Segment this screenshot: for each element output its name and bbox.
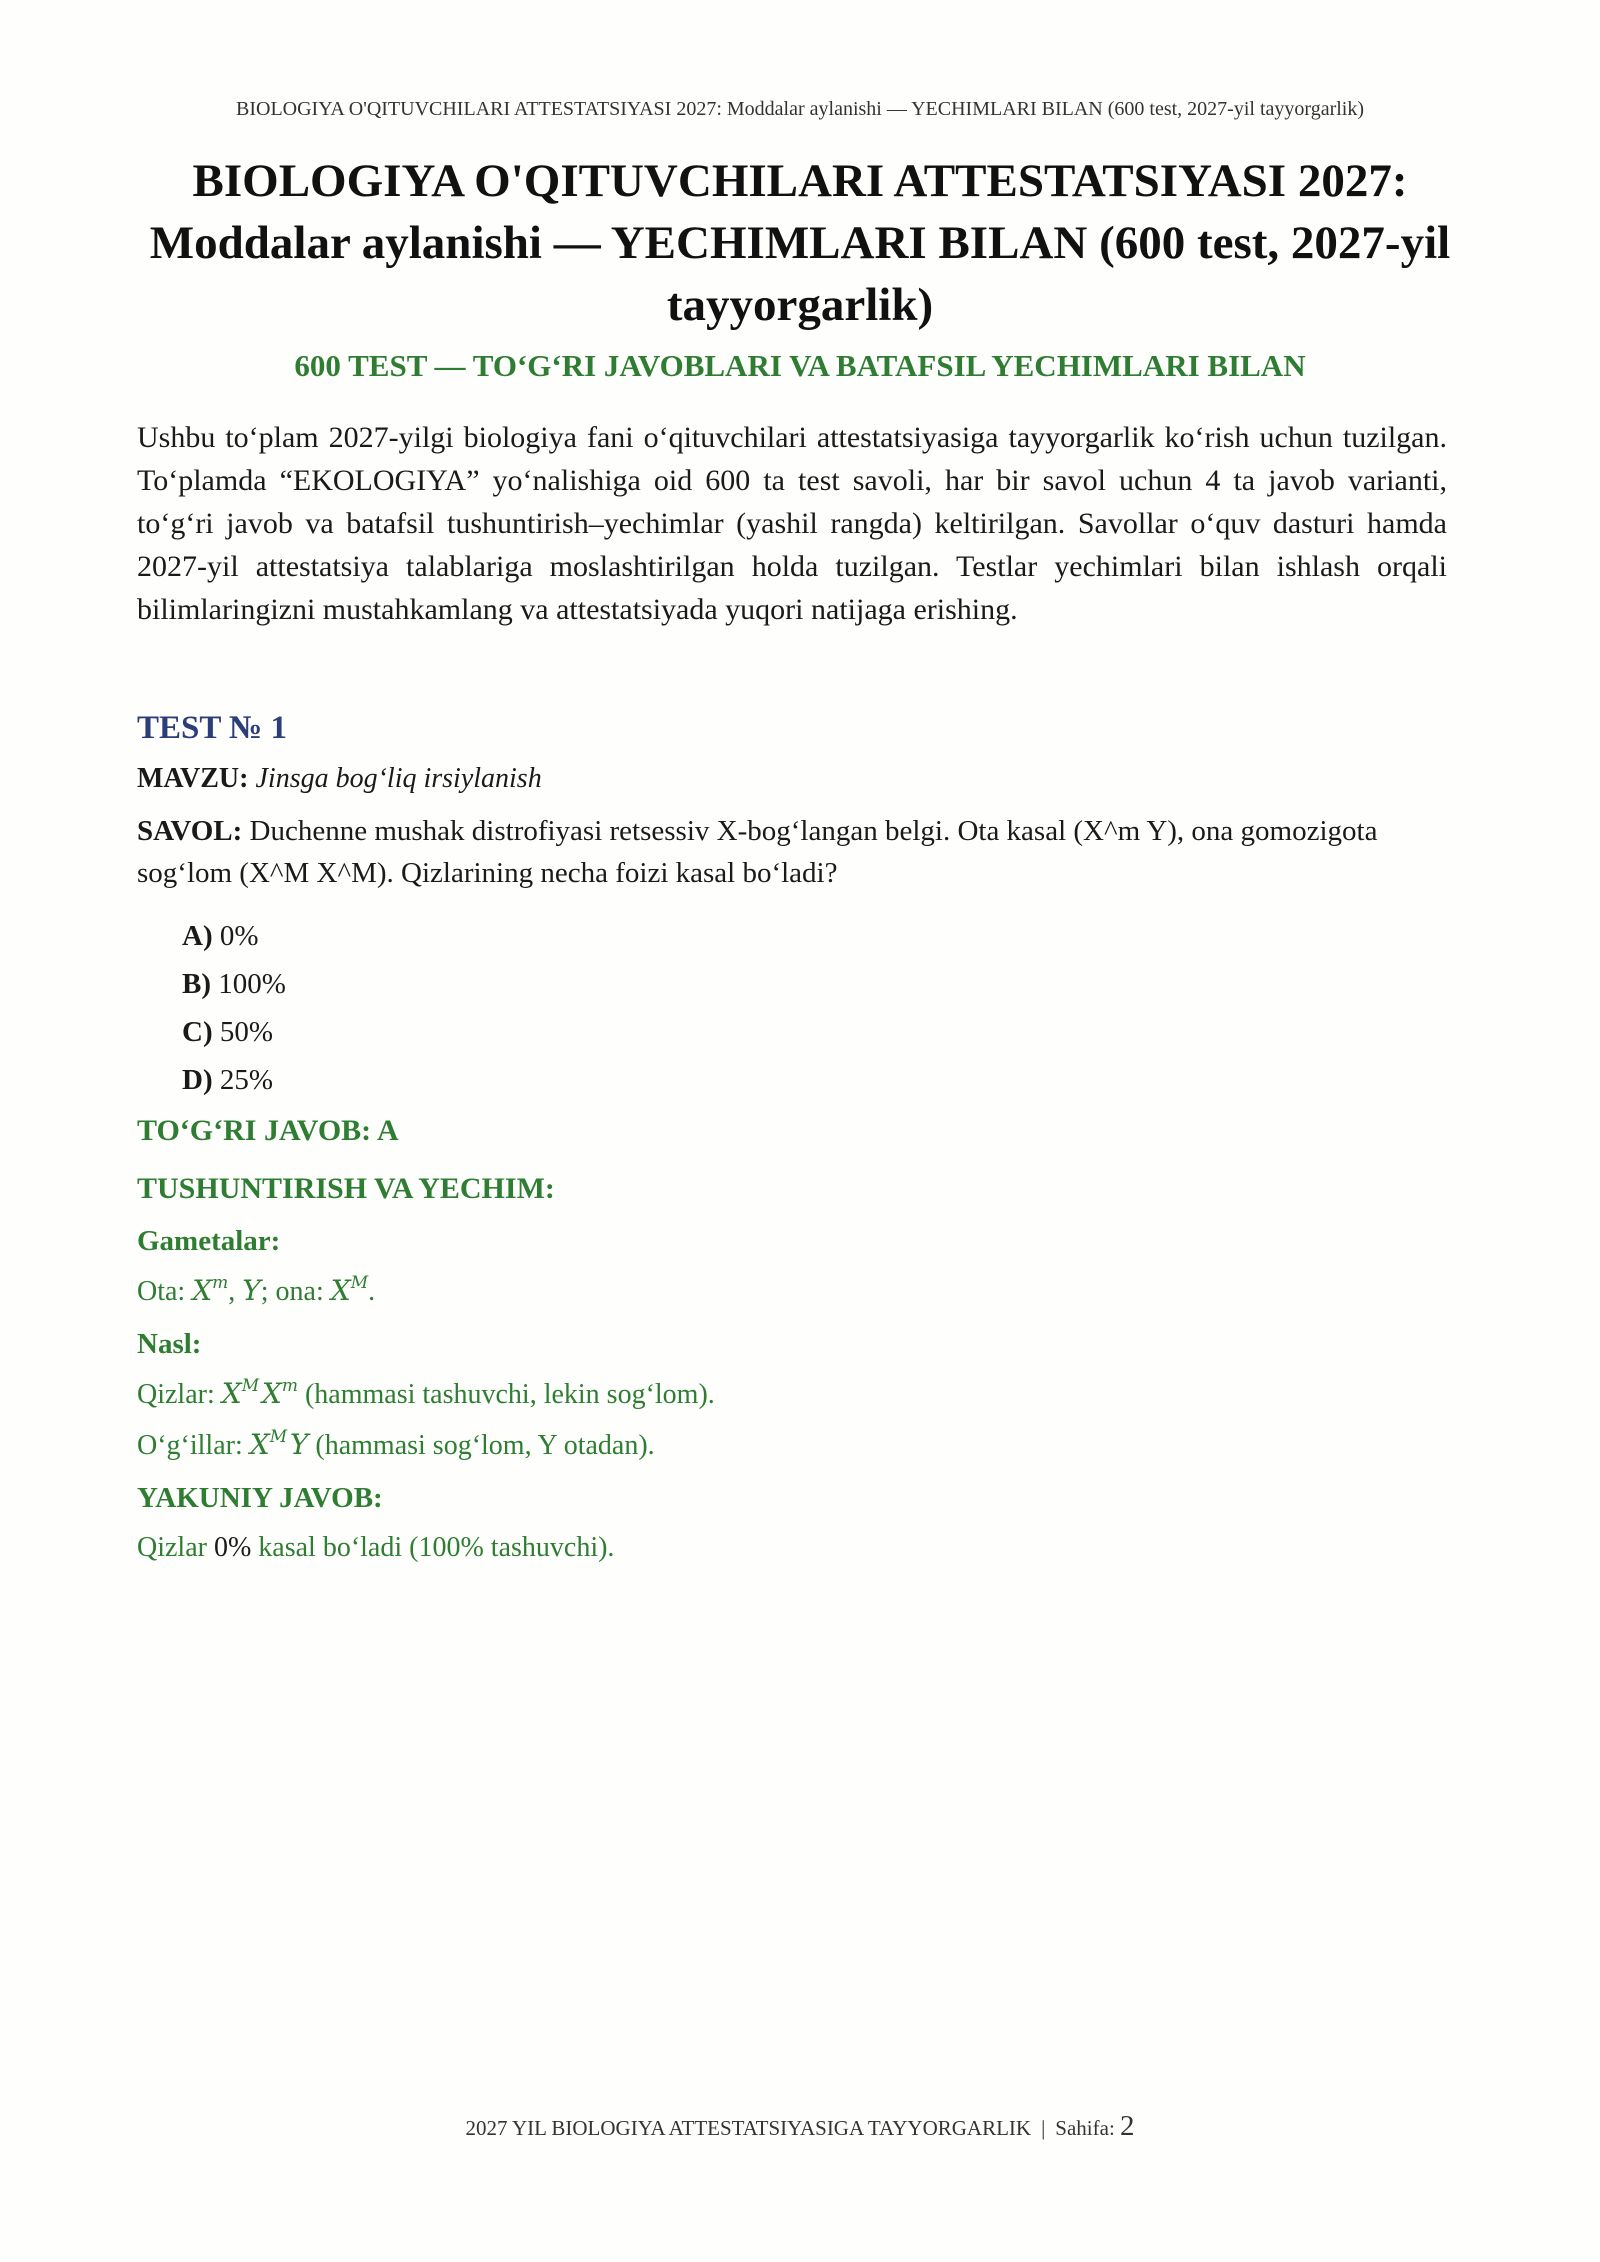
test-section bbox=[137, 706, 1447, 1569]
question-text: Duchenne mushak distrofiyasi retsessiv X-bog‘langan belgi. Ota kasal (X^m Y), ona gomozigota sog‘lom (X^M X^M). Qizlarining necha foizi kasal bo‘ladi? bbox=[137, 815, 1378, 889]
footer-separator: | bbox=[1041, 2116, 1046, 2140]
option-text: 0% bbox=[219, 920, 259, 952]
final-suffix: kasal bo‘ladi (100% tashuvchi). bbox=[258, 1532, 615, 1563]
gametes-prefix: Ota: bbox=[137, 1276, 186, 1307]
topic-text: Jinsga bog‘liq irsiylanish bbox=[255, 763, 542, 794]
option-letter: C) bbox=[182, 1016, 213, 1048]
sons-genotype: $X^M$ Y bbox=[249, 1427, 309, 1461]
running-header: BIOLOGIYA O'QITUVCHILARI ATTESTATSIYASI 2027: Moddalar aylanishi — YECHIMLARI BILAN (600 test, 2027-yil tayyorgarlik) bbox=[236, 98, 1364, 120]
answer-options bbox=[182, 912, 1447, 1104]
daughters-line bbox=[137, 1373, 1447, 1416]
page-footer bbox=[0, 2110, 1600, 2143]
correct-answer: TO‘G‘RI JAVOB: A bbox=[137, 1114, 399, 1147]
final-answer-heading: YAKUNIY JAVOB: bbox=[137, 1482, 383, 1514]
option-letter: A) bbox=[182, 920, 213, 952]
option-c bbox=[182, 1008, 1447, 1056]
intro-paragraph: Ushbu to‘plam 2027-yilgi biologiya fani o‘qituvchilari attestatsiyasiga tayyorgarlik ko‘rish uchun tuzilgan. To‘plamda “EKOLOGIYA” yo‘nalishiga oid 600 ta test savoli, har bir savol uchun 4 ta javob varianti, to‘g‘ri javob va batafsil tushuntirish–yechimlar (yashil rangda) keltirilgan. Savollar o‘quv dasturi hamda 2027-yil attestatsiya talablariga moslashtirilgan holda tuzilgan. Testlar yechimlari bilan ishlash orqali bilimlaringizni mustahkamlang va attestatsiyada yuqori natijaga erishing. bbox=[137, 421, 1447, 626]
final-value: 0% bbox=[213, 1532, 252, 1563]
page-number: 2 bbox=[1120, 2110, 1135, 2142]
daughters-prefix: Qizlar: bbox=[137, 1379, 215, 1410]
topic-label: MAVZU: bbox=[137, 763, 249, 794]
option-text: 100% bbox=[218, 968, 286, 1000]
daughters-genotype: $X^M$ $X^m$ bbox=[221, 1376, 298, 1410]
gametes-heading: Gametalar: bbox=[137, 1225, 281, 1257]
daughters-note: (hammasi tashuvchi, lekin sog‘lom). bbox=[304, 1379, 715, 1410]
option-a bbox=[182, 912, 1447, 960]
topic-line bbox=[137, 758, 1447, 800]
document-title: BIOLOGIYA O'QITUVCHILARI ATTESTATSIYASI 2027: Moddalar aylanishi — YECHIMLARI BILAN (600 test, 2027-yil tayyorgarlik) bbox=[149, 155, 1451, 331]
page-label: Sahifa: bbox=[1055, 2116, 1115, 2140]
allele-x-big-m: $X^M$ bbox=[330, 1273, 369, 1307]
final-prefix: Qizlar bbox=[137, 1532, 207, 1563]
sons-prefix: O‘g‘illar: bbox=[137, 1430, 243, 1461]
gametes-mid: ; ona: bbox=[260, 1276, 324, 1307]
option-d bbox=[182, 1056, 1447, 1104]
footer-text: 2027 YIL BIOLOGIYA ATTESTATSIYASIGA TAYYORGARLIK bbox=[465, 2116, 1032, 2140]
sons-line bbox=[137, 1424, 1447, 1467]
offspring-heading: Nasl: bbox=[137, 1328, 202, 1360]
question-line bbox=[137, 810, 1447, 894]
option-letter: D) bbox=[182, 1064, 213, 1096]
allele-y: Y bbox=[242, 1274, 261, 1307]
final-answer-line bbox=[137, 1527, 1447, 1569]
test-heading: TEST № 1 bbox=[137, 710, 287, 746]
option-b bbox=[182, 960, 1447, 1008]
gametes-line: Ota: $X^m$, Y; ona: $X^M$. bbox=[137, 1273, 376, 1307]
option-letter: B) bbox=[182, 968, 211, 1000]
solution-heading: TUSHUNTIRISH VA YECHIM: bbox=[137, 1172, 555, 1205]
option-text: 25% bbox=[219, 1064, 274, 1096]
document-subtitle: 600 TEST — TO‘G‘RI JAVOBLARI VA BATAFSIL YECHIMLARI BILAN bbox=[294, 348, 1306, 383]
sons-note: (hammasi sog‘lom, Y otadan). bbox=[315, 1430, 655, 1461]
allele-x-m: $X^m$ bbox=[192, 1273, 229, 1307]
question-label: SAVOL: bbox=[137, 815, 243, 847]
option-text: 50% bbox=[219, 1016, 274, 1048]
